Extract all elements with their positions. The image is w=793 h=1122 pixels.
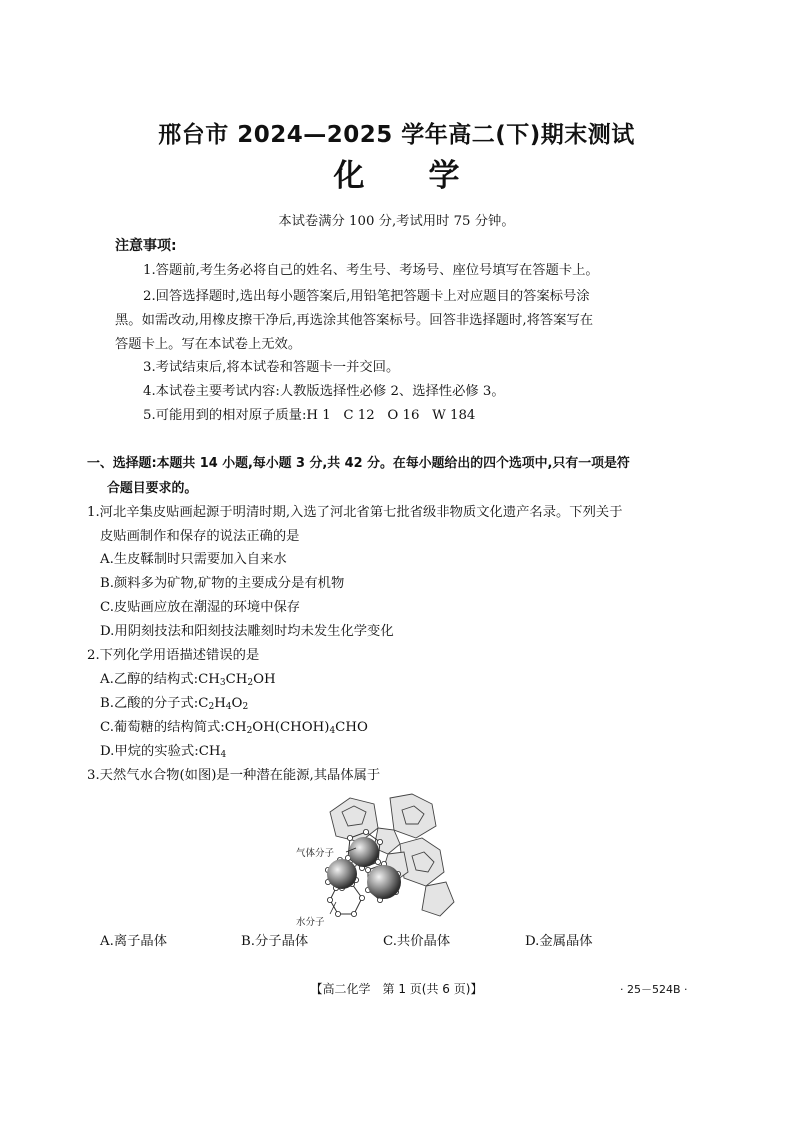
note-item-2-line-2: 黑。如需改动,用橡皮擦干净后,再选涂其他答案标号。回答非选择题时,将答案写在 — [115, 313, 594, 328]
q2-option-a: A.乙醇的结构式$:CH_3CH_2OH$ — [100, 672, 276, 688]
note-item-5: 5.可能用到的相对原子质量:H 1 C 12 O 16 W 184 — [143, 408, 476, 423]
q3-option-c: C.共价晶体 — [383, 934, 451, 949]
exam-info: 本试卷满分 100 分,考试用时 75 分钟。 — [278, 214, 515, 229]
q1-stem-line-1: 1.河北辛集皮贴画起源于明清时期,入选了河北省第七批省级非物质文化遗产名录。下列关于 — [87, 505, 623, 520]
gas-molecule-sphere — [367, 865, 401, 899]
q2-option-b: B.乙酸的分子式$:C_2H_4O_2$ — [100, 696, 249, 712]
note-item-2-line-1: 2.回答选择题时,选出每小题答案后,用铅笔把答题卡上对应题目的答案标号涂 — [143, 289, 590, 304]
note-item-3: 3.考试结束后,将本试卷和答题卡一并交回。 — [143, 360, 400, 375]
note-item-1: 1.答题前,考生务必将自己的姓名、考生号、考场号、座位号填写在答题卡上。 — [143, 263, 599, 278]
q1-option-c: C.皮贴画应放在潮湿的环境中保存 — [100, 600, 301, 615]
section-heading-line-1: 一、选择题:本题共 14 小题,每小题 3 分,共 42 分。在每小题给出的四个选项中,只有一项是符 — [87, 456, 630, 471]
page-footer: 【高二化学 第 1 页(共 6 页)】 — [310, 982, 483, 996]
q2-option-c: C.葡萄糖的结构简式$:CH_2OH(CHOH)_4CHO$ — [100, 720, 368, 736]
figure-label-water-molecule: 水分子 — [296, 917, 325, 928]
figure-label-gas-molecule: 气体分子 — [296, 848, 335, 859]
gas-molecule-sphere — [327, 859, 357, 889]
q1-option-d: D.用阴刻技法和阳刻技法雕刻时均未发生化学变化 — [100, 624, 394, 639]
q2-option-d: D.甲烷的实验式$:CH_4$ — [100, 744, 227, 760]
q2-stem: 2.下列化学用语描述错误的是 — [87, 648, 260, 663]
exam-title: 邢台市 2024—2025 学年高二(下)期末测试 — [158, 122, 635, 148]
subject-title: 化学 — [333, 158, 524, 194]
note-item-4: 4.本试卷主要考试内容:人教版选择性必修 2、选择性必修 3。 — [143, 384, 505, 399]
note-item-2-line-3: 答题卡上。写在本试卷上无效。 — [115, 337, 302, 352]
q3-stem: 3.天然气水合物(如图)是一种潜在能源,其晶体属于 — [87, 768, 381, 783]
q1-stem-line-2: 皮贴画制作和保存的说法正确的是 — [100, 529, 300, 544]
q3-option-b: B.分子晶体 — [241, 934, 309, 949]
q1-option-a: A.生皮鞣制时只需要加入自来水 — [100, 552, 287, 567]
gas-molecule-sphere — [349, 837, 379, 867]
q1-option-b: B.颜料多为矿物,矿物的主要成分是有机物 — [100, 576, 345, 591]
exam-code: · 25－524B · — [620, 983, 688, 996]
q3-option-d: D.金属晶体 — [525, 934, 593, 949]
section-heading-line-2: 合题目要求的。 — [107, 481, 198, 496]
q3-option-a: A.离子晶体 — [100, 934, 168, 949]
hydrate-crystal-figure — [290, 790, 470, 930]
notes-heading: 注意事项: — [115, 238, 177, 254]
